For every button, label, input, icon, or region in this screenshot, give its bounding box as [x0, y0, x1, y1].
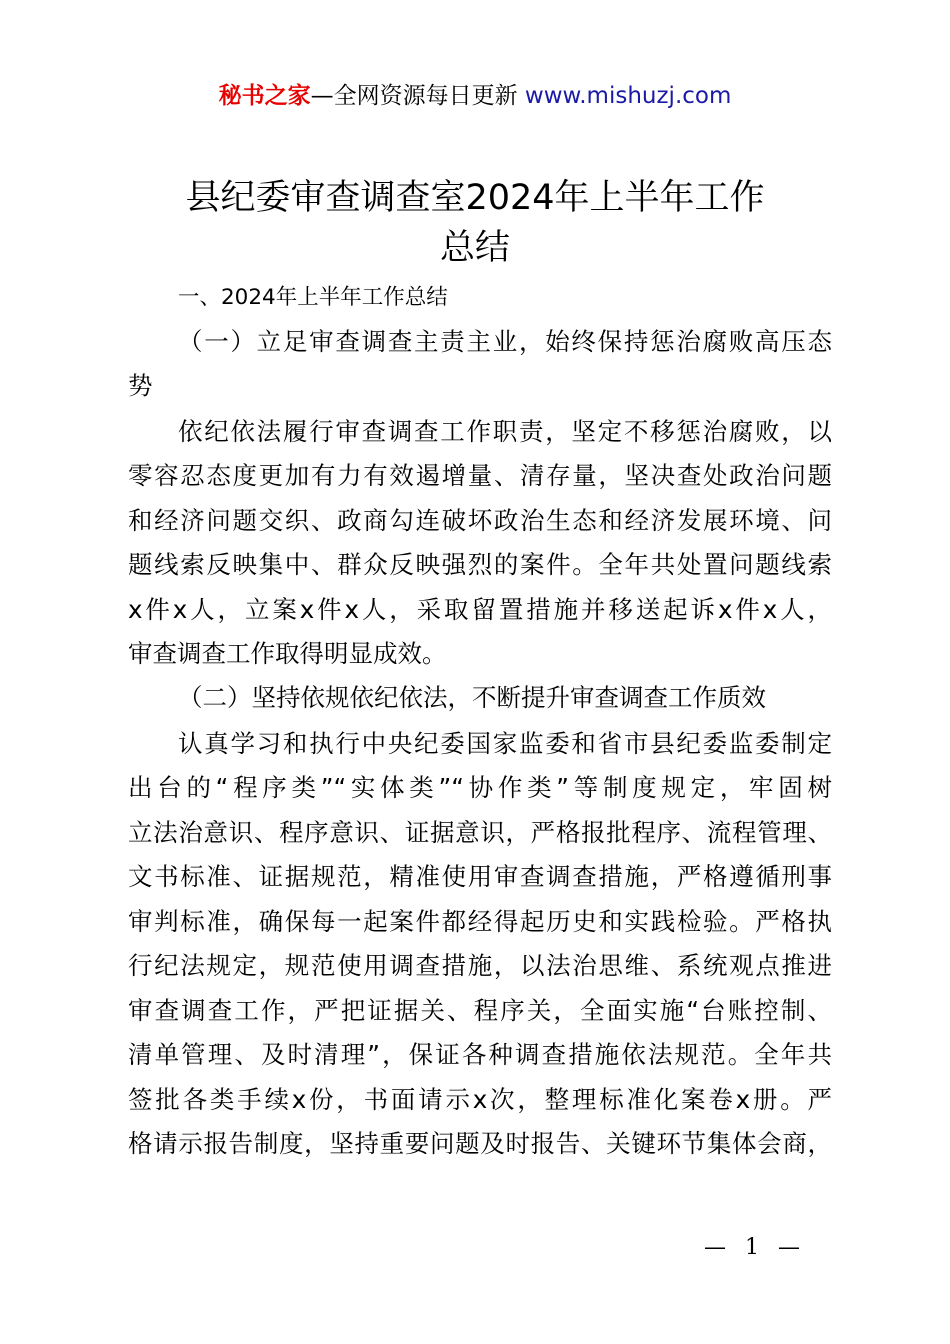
- paragraph-line: 清单管理、及时清理”，保证各种调查措施依法规范。全年共: [128, 1040, 832, 1069]
- site-tagline: —全网资源每日更新: [310, 83, 518, 109]
- paragraph-line: 审查调查工作，严把证据关、程序关，全面实施“台账控制、: [128, 996, 832, 1025]
- subheading-2: （二）坚持依规依纪依法，不断提升审查调查工作质效: [178, 683, 766, 712]
- paragraph-line: 题线索反映集中、群众反映强烈的案件。全年共处置问题线索: [128, 550, 832, 579]
- document-title-line-1: 县纪委审查调查室2024年上半年工作: [185, 178, 765, 218]
- paragraph-line: 审判标准，确保每一起案件都经得起历史和实践检验。严格执: [128, 907, 832, 936]
- paragraph-line: 和经济问题交织、政商勾连破坏政治生态和经济发展环境、问: [128, 506, 832, 535]
- paragraph-line: 依纪依法履行审查调查工作职责，坚定不移惩治腐败，以: [178, 417, 832, 446]
- paragraph-line: 审查调查工作取得明显成效。: [128, 639, 447, 668]
- document-title-line-2: 总结: [439, 228, 510, 268]
- site-brand: 秘书之家: [218, 83, 311, 109]
- paragraph-line: 认真学习和执行中央纪委国家监委和省市县纪委监委制定: [178, 729, 832, 758]
- subheading-1-line-2: 势: [128, 371, 153, 400]
- paragraph-line: 文书标准、证据规范，精准使用审查调查措施，严格遵循刑事: [128, 862, 832, 891]
- site-url-link[interactable]: www.mishuzj.com: [524, 83, 732, 109]
- site-banner: [0, 80, 950, 112]
- section-heading-1: 一、2024年上半年工作总结: [178, 285, 448, 310]
- paragraph-line: x件x人，立案x件x人，采取留置措施并移送起诉x件x人，: [128, 595, 832, 624]
- paragraph-line: 签批各类手续x份，书面请示x次，整理标准化案卷x册。严: [128, 1085, 832, 1114]
- paragraph-line: 行纪法规定，规范使用调查措施，以法治思维、系统观点推进: [128, 951, 832, 980]
- paragraph-line: 零容忍态度更加有力有效遏增量、清存量，坚决查处政治问题: [128, 461, 832, 490]
- paragraph-line: 立法治意识、程序意识、证据意识，严格报批程序、流程管理、: [128, 818, 832, 847]
- paragraph-line: 格请示报告制度，坚持重要问题及时报告、关键环节集体会商，: [128, 1129, 832, 1158]
- subheading-1-line-1: （一）立足审查调查主责主业，始终保持惩治腐败高压态: [178, 327, 832, 356]
- paragraph-line: 出台的“程序类”“实体类”“协作类”等制度规定，牢固树: [128, 773, 832, 802]
- page-number: — 1 —: [704, 1235, 806, 1260]
